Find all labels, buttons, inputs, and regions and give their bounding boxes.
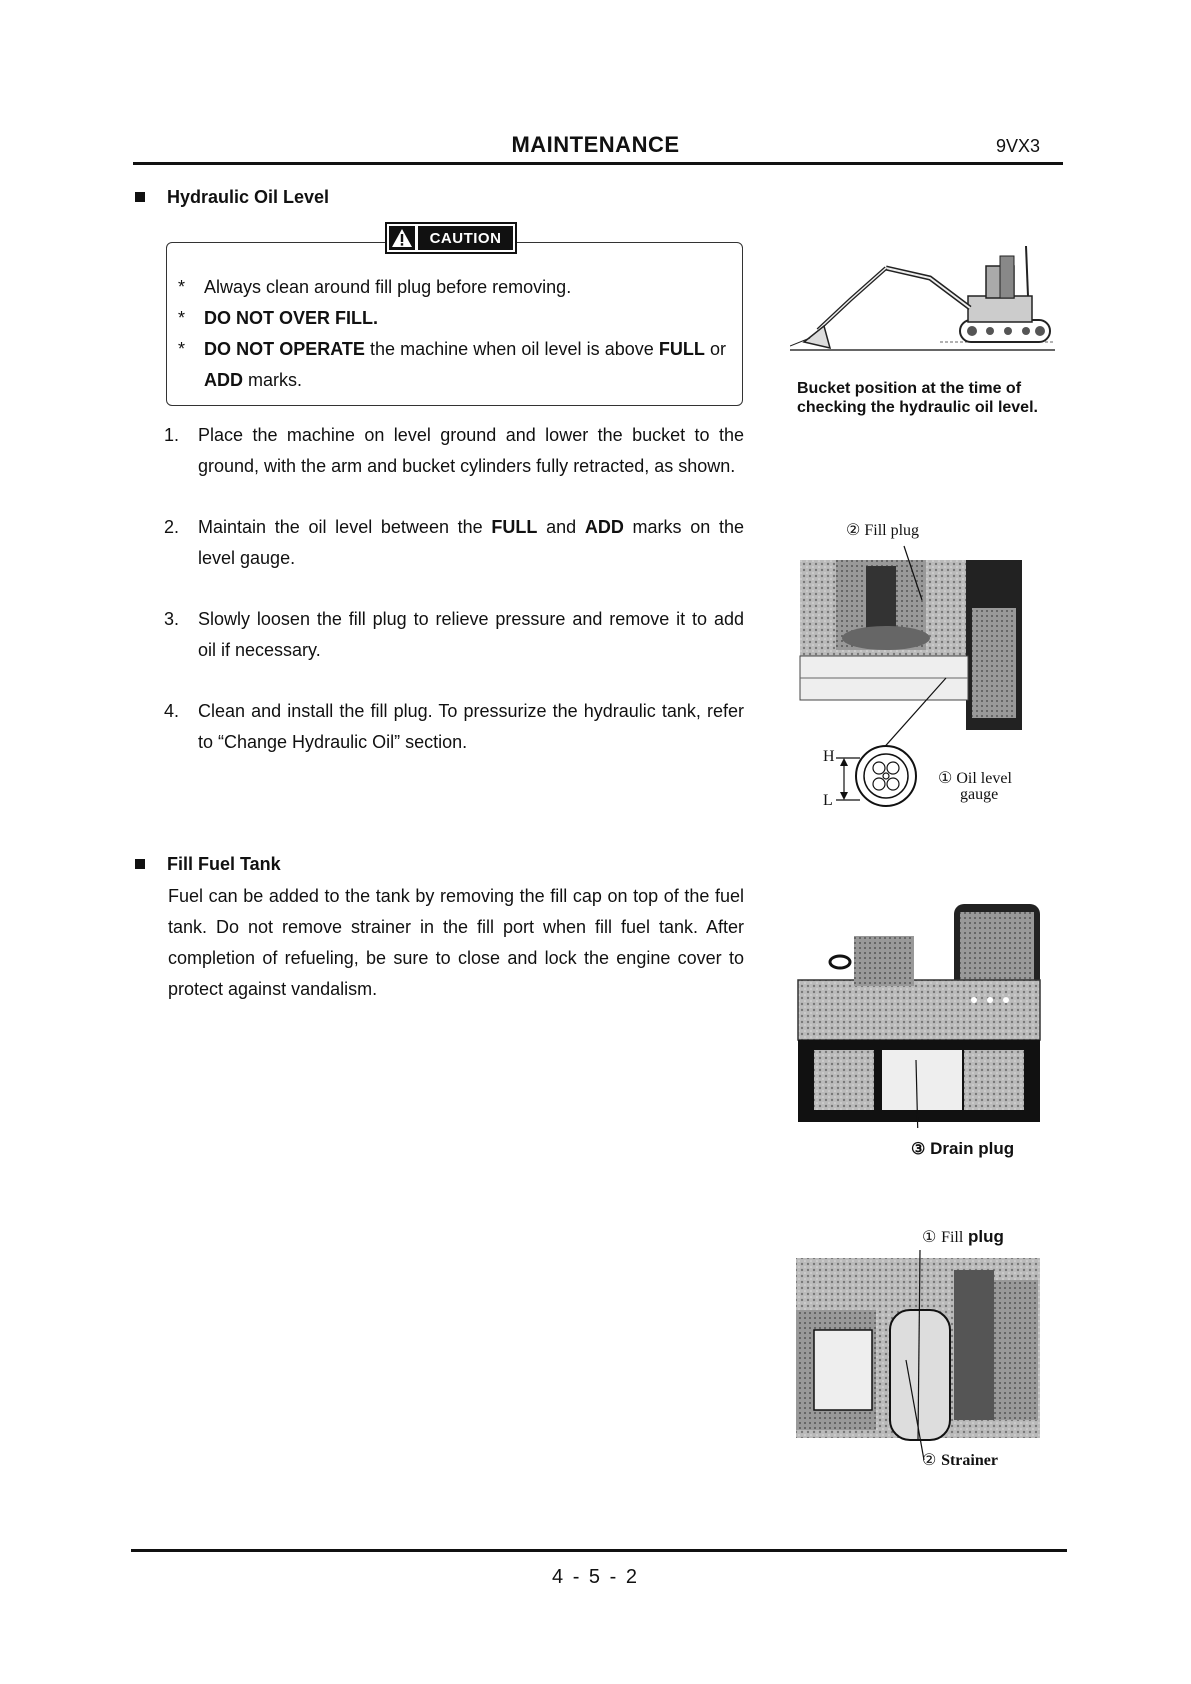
step-number: 2. bbox=[164, 517, 180, 537]
fuel-tank-photo bbox=[794, 900, 1048, 1128]
fuel-heading-text: Fill Fuel Tank bbox=[167, 854, 281, 874]
caution-label: CAUTION bbox=[418, 226, 513, 250]
fill-plug-label: ② Fill plug bbox=[846, 522, 920, 539]
step-number: 3. bbox=[164, 609, 180, 629]
drain-plug-label: ③ Drain plug bbox=[911, 1139, 1015, 1158]
steps-list bbox=[164, 420, 744, 788]
hydraulic-heading bbox=[135, 187, 329, 208]
strainer-label: ② Strainer bbox=[922, 1452, 998, 1469]
fuel-fill-plug-label: ① Fill plug bbox=[922, 1227, 1004, 1246]
caution-item: * DO NOT OVER FILL. bbox=[178, 308, 378, 328]
caution-item-bold: DO NOT OVER FILL. bbox=[204, 308, 378, 328]
fuel-heading bbox=[135, 854, 281, 875]
step-text: Place the machine on level ground and lower the bucket to the ground, with the arm and bucket cylinders fully retracted, as shown. bbox=[198, 425, 744, 476]
header-rule bbox=[133, 162, 1063, 165]
gauge-h-label: H bbox=[823, 748, 835, 765]
step-item bbox=[164, 696, 744, 758]
caution-list bbox=[178, 272, 726, 396]
warning-triangle-icon bbox=[389, 226, 415, 250]
bucket-caption: Bucket position at the time of checking the hydraulic oil level. bbox=[797, 380, 1038, 416]
caution-item: * Always clean around fill plug before removing. bbox=[178, 272, 726, 303]
oil-gauge-label-2: gauge bbox=[960, 786, 999, 803]
gauge-l-label: L bbox=[823, 792, 833, 809]
bullet-square-icon bbox=[135, 192, 145, 202]
caution-item-text: Always clean around fill plug before removing. bbox=[204, 277, 572, 297]
step-number: 4. bbox=[164, 701, 180, 721]
fuel-fill-photo bbox=[794, 1250, 1044, 1465]
step-number: 1. bbox=[164, 425, 180, 445]
hydraulic-heading-text: Hydraulic Oil Level bbox=[167, 187, 330, 207]
fuel-body: Fuel can be added to the tank by removing the fill cap on top of the fuel tank. Do not remove strainer in the fill port when fill fuel tank. After completion of refueling, be sure to close and lock the engine cover to protect against vandalism. bbox=[168, 886, 744, 999]
step-item bbox=[164, 420, 744, 482]
caution-item-text: DO NOT OPERATE the machine when oil level is above FULL or ADD marks. bbox=[204, 339, 726, 390]
step-item bbox=[164, 512, 744, 574]
caution-badge bbox=[385, 222, 517, 254]
step-item bbox=[164, 604, 744, 666]
bullet-square-icon bbox=[135, 859, 145, 869]
excavator-illustration bbox=[790, 238, 1060, 353]
step-text: Clean and install the fill plug. To pressurize the hydraulic tank, refer to “Change Hydraulic Oil” section. bbox=[198, 701, 744, 752]
page-title: MAINTENANCE bbox=[511, 132, 680, 157]
footer-rule bbox=[131, 1549, 1067, 1552]
model-code: 9VX3 bbox=[996, 136, 1041, 156]
page-number: 4 - 5 - 2 bbox=[552, 1566, 639, 1588]
step-text: Slowly loosen the fill plug to relieve pressure and remove it to add oil if necessary. bbox=[198, 609, 744, 660]
oil-gauge-label: ① Oil level bbox=[938, 770, 1012, 787]
step-text: Maintain the oil level between the FULL and ADD marks on the level gauge. bbox=[198, 517, 745, 568]
caution-item: * DO NOT OPERATE the machine when oil level is above FULL or ADD marks. bbox=[178, 334, 726, 396]
